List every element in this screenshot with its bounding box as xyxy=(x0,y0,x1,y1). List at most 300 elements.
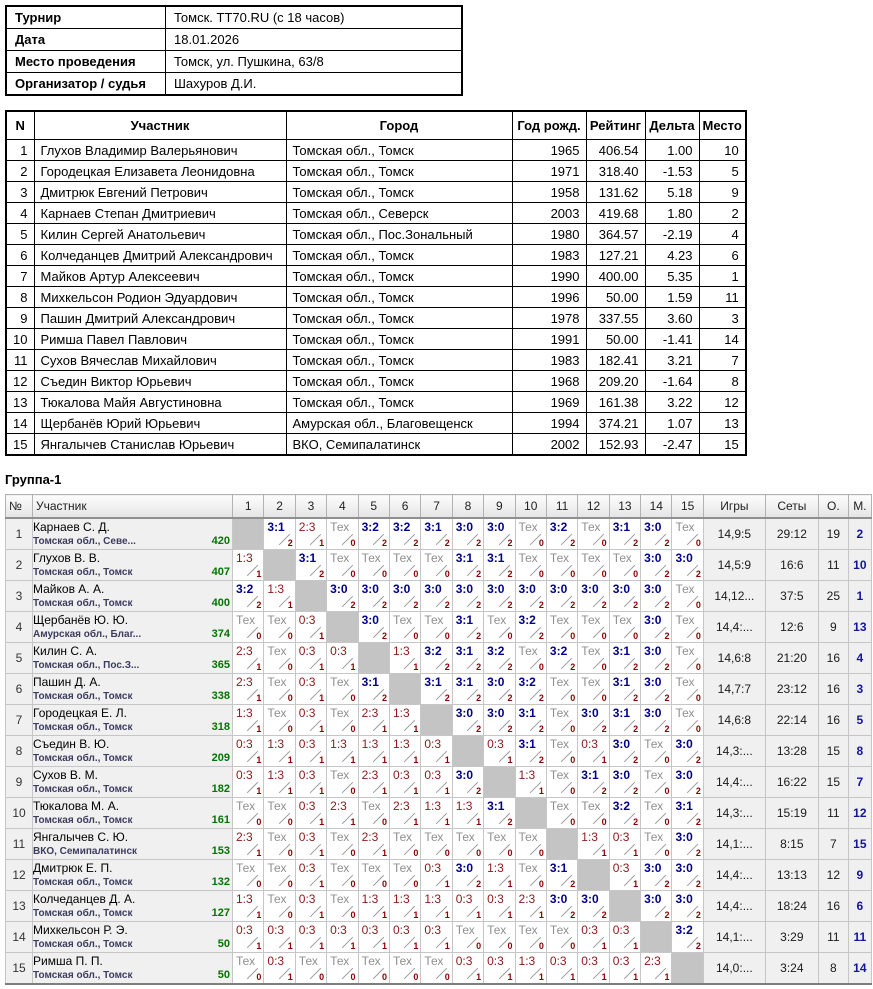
score-points: 2 xyxy=(633,786,639,796)
score-value: Тех xyxy=(644,768,664,782)
score-cell xyxy=(233,829,264,860)
group-player-cell xyxy=(33,891,233,922)
score-cell xyxy=(421,922,452,953)
score-value: Тех xyxy=(267,892,287,906)
score-value: Тех xyxy=(581,613,601,627)
score-points: 1 xyxy=(601,848,607,858)
score-points: 1 xyxy=(256,848,262,858)
group-player-name: Римша П. П. xyxy=(33,954,103,968)
group-sets: 21:20 xyxy=(765,643,818,674)
participant-rating: 400.00 xyxy=(586,266,645,287)
group-player-name: Съедин В. Ю. xyxy=(33,737,110,751)
score-value: 3:0 xyxy=(487,520,505,534)
participant-number: 11 xyxy=(6,350,34,371)
score-cell xyxy=(484,581,515,612)
participant-delta: 3.60 xyxy=(645,308,699,329)
score-points: 2 xyxy=(476,600,482,610)
group-player-meta xyxy=(33,659,232,672)
score-value: 3:2 xyxy=(549,520,568,534)
score-cell xyxy=(452,767,483,798)
group-player-meta xyxy=(33,907,232,920)
group-points: 16 xyxy=(818,643,848,674)
score-points: 1 xyxy=(601,755,607,765)
score-cell xyxy=(609,860,640,891)
score-cell xyxy=(327,798,358,829)
score-value: Тех xyxy=(267,613,287,627)
score-cell xyxy=(264,953,295,985)
group-games: 14,4:... xyxy=(703,612,765,643)
group-header-opponent-10: 10 xyxy=(515,495,546,519)
score-value: 3:1 xyxy=(455,551,474,565)
score-cell xyxy=(452,550,483,581)
score-value: 3:2 xyxy=(392,520,411,534)
score-points: 0 xyxy=(538,569,544,579)
score-value: 3:0 xyxy=(455,582,474,596)
group-points: 16 xyxy=(818,705,848,736)
info-row xyxy=(6,6,462,29)
score-cell xyxy=(609,922,640,953)
group-player-rating: 365 xyxy=(211,659,230,671)
score-cell xyxy=(389,953,420,985)
score-points: 2 xyxy=(476,879,482,889)
group-player-region: ВКО, Семипалатинск xyxy=(33,846,138,857)
participant-delta: 1.00 xyxy=(645,140,699,161)
score-points: 2 xyxy=(664,538,670,548)
group-row xyxy=(6,518,872,550)
group-header-opponent-11: 11 xyxy=(546,495,577,519)
group-player-meta xyxy=(33,938,232,951)
score-cell xyxy=(358,829,389,860)
score-points: 1 xyxy=(444,910,450,920)
score-points: 1 xyxy=(319,817,325,827)
score-cell xyxy=(452,798,483,829)
score-value: Тех xyxy=(581,799,601,813)
score-points: 1 xyxy=(381,941,387,951)
score-value: 3:0 xyxy=(455,706,474,720)
score-cell xyxy=(672,550,703,581)
score-value: Тех xyxy=(267,675,287,689)
score-cell xyxy=(358,705,389,736)
group-header-opponent-12: 12 xyxy=(578,495,609,519)
score-points: 2 xyxy=(695,879,701,889)
score-points: 2 xyxy=(601,600,607,610)
score-cell xyxy=(389,829,420,860)
participant-place: 6 xyxy=(699,245,746,266)
participants-column-header: Дельта xyxy=(645,111,699,140)
score-cell xyxy=(452,829,483,860)
group-player-name: Янгалычев С. Ю. xyxy=(33,830,129,844)
score-points: 2 xyxy=(507,724,513,734)
participant-number: 10 xyxy=(6,329,34,350)
score-points: 2 xyxy=(413,600,419,610)
score-points: 0 xyxy=(570,755,576,765)
score-points: 2 xyxy=(381,693,387,703)
score-cell xyxy=(421,674,452,705)
score-cell xyxy=(327,643,358,674)
group-player-meta xyxy=(33,845,232,858)
score-value: 3:1 xyxy=(424,520,442,534)
group-header-opponent-15: 15 xyxy=(672,495,703,519)
score-value: 3:1 xyxy=(549,861,568,875)
score-cell xyxy=(233,612,264,643)
group-player-number: 1 xyxy=(6,518,33,550)
score-cell xyxy=(452,922,483,953)
score-value: Тех xyxy=(549,551,569,565)
score-points: 2 xyxy=(695,817,701,827)
score-points: 2 xyxy=(695,941,701,951)
group-row xyxy=(6,953,872,985)
score-value: 1:3 xyxy=(392,644,410,658)
group-games: 14,6:8 xyxy=(703,643,765,674)
participant-city: Томская обл., Томск xyxy=(286,350,512,371)
participant-city: Амурская обл., Благовещенск xyxy=(286,413,512,434)
score-cell xyxy=(327,953,358,985)
score-cell xyxy=(484,798,515,829)
score-cell xyxy=(264,767,295,798)
group-player-rating: 400 xyxy=(211,597,230,609)
participant-city: Томская обл., Томск xyxy=(286,140,512,161)
score-points: 0 xyxy=(350,848,356,858)
participant-place: 11 xyxy=(699,287,746,308)
score-cell xyxy=(578,798,609,829)
score-cell xyxy=(484,891,515,922)
score-points: 0 xyxy=(695,538,701,548)
score-points: 2 xyxy=(538,755,544,765)
score-value: 1:3 xyxy=(392,737,410,751)
participant-birthyear: 1996 xyxy=(512,287,586,308)
score-points: 1 xyxy=(350,755,356,765)
score-value: 0:3 xyxy=(298,923,316,937)
score-value: 1:3 xyxy=(361,892,379,906)
info-row xyxy=(6,29,462,51)
score-points: 2 xyxy=(664,631,670,641)
score-value: Тех xyxy=(424,613,444,627)
score-points: 1 xyxy=(444,817,450,827)
score-value: 0:3 xyxy=(267,954,285,968)
group-sets: 13:28 xyxy=(765,736,818,767)
score-value: Тех xyxy=(549,768,569,782)
score-cell xyxy=(609,705,640,736)
score-points: 0 xyxy=(664,786,670,796)
score-value: Тех xyxy=(675,644,695,658)
score-cell xyxy=(389,705,420,736)
group-place: 3 xyxy=(848,674,871,705)
score-cell xyxy=(452,612,483,643)
score-points: 0 xyxy=(350,879,356,889)
score-cell xyxy=(578,953,609,985)
score-cell xyxy=(484,674,515,705)
participants-column-header: Рейтинг xyxy=(586,111,645,140)
self-cell xyxy=(641,922,672,953)
group-player-name: Килин С. А. xyxy=(33,644,98,658)
score-points: 2 xyxy=(695,569,701,579)
score-cell xyxy=(515,643,546,674)
group-player-cell xyxy=(33,705,233,736)
score-cell xyxy=(264,612,295,643)
score-points: 1 xyxy=(601,972,607,982)
participant-city: Томская обл., Томск xyxy=(286,392,512,413)
score-cell xyxy=(295,767,326,798)
score-value: 3:0 xyxy=(424,582,442,596)
score-points: 2 xyxy=(476,631,482,641)
score-points: 1 xyxy=(256,910,262,920)
score-cell xyxy=(295,674,326,705)
group-player-rating: 50 xyxy=(217,938,230,950)
group-header-opponent-5: 5 xyxy=(358,495,389,519)
score-value: Тех xyxy=(392,830,413,844)
group-player-meta xyxy=(33,597,232,610)
group-player-region: Томская обл., Пос.З... xyxy=(33,660,140,671)
participant-row xyxy=(6,371,746,392)
group-title: Группа-1 xyxy=(5,472,62,487)
group-points: 19 xyxy=(818,518,848,550)
group-player-rating: 127 xyxy=(211,907,230,919)
participants-column-header: Участник xyxy=(34,111,286,140)
score-value: Тех xyxy=(361,799,381,813)
score-cell xyxy=(484,860,515,891)
participant-place: 3 xyxy=(699,308,746,329)
group-player-region: Томская обл., Севе... xyxy=(33,536,136,547)
score-cell xyxy=(578,581,609,612)
group-place: 7 xyxy=(848,767,871,798)
score-value: Тех xyxy=(392,954,413,968)
score-points: 2 xyxy=(664,693,670,703)
score-points: 2 xyxy=(633,600,639,610)
score-cell xyxy=(641,891,672,922)
score-value: 2:3 xyxy=(361,768,379,782)
score-value: 3:1 xyxy=(298,551,317,565)
group-player-number: 14 xyxy=(6,922,33,953)
score-value: Тех xyxy=(392,613,413,627)
group-player-meta xyxy=(33,876,232,889)
group-body xyxy=(6,518,872,984)
score-points: 1 xyxy=(319,879,325,889)
info-row xyxy=(6,73,462,96)
group-player-region: Томская обл., Томск xyxy=(33,598,133,609)
score-points: 0 xyxy=(664,848,670,858)
self-cell xyxy=(546,829,577,860)
score-value: 3:1 xyxy=(424,675,442,689)
score-points: 2 xyxy=(287,538,293,548)
score-value: 3:0 xyxy=(675,768,693,782)
participant-name: Городецкая Елизавета Леонидовна xyxy=(34,161,286,182)
score-value: Тех xyxy=(487,613,507,627)
group-points: 12 xyxy=(818,860,848,891)
score-cell xyxy=(358,891,389,922)
score-points: 0 xyxy=(570,941,576,951)
score-value: Тех xyxy=(330,706,350,720)
score-cell xyxy=(578,550,609,581)
score-cell xyxy=(609,829,640,860)
score-value: 1:3 xyxy=(330,737,347,751)
participant-birthyear: 1971 xyxy=(512,161,586,182)
group-sets: 3:29 xyxy=(765,922,818,953)
score-points: 0 xyxy=(476,848,482,858)
score-cell xyxy=(515,581,546,612)
score-cell xyxy=(421,829,452,860)
score-cell xyxy=(609,736,640,767)
group-points: 15 xyxy=(818,736,848,767)
score-value: 3:1 xyxy=(455,675,474,689)
score-points: 1 xyxy=(413,755,419,765)
score-cell xyxy=(515,736,546,767)
participant-name: Сухов Вячеслав Михайлович xyxy=(34,350,286,371)
group-place: 15 xyxy=(848,829,871,860)
score-value: Тех xyxy=(330,892,350,906)
group-games: 14,12... xyxy=(703,581,765,612)
group-player-region: Томская обл., Томск xyxy=(33,815,133,826)
participant-number: 9 xyxy=(6,308,34,329)
self-cell xyxy=(421,705,452,736)
participant-place: 12 xyxy=(699,392,746,413)
score-value: 3:0 xyxy=(675,830,693,844)
group-games: 14,3:... xyxy=(703,736,765,767)
score-value: 0:3 xyxy=(236,737,253,751)
group-points: 16 xyxy=(818,891,848,922)
group-player-rating: 161 xyxy=(211,814,230,826)
score-value: 0:3 xyxy=(298,706,316,720)
participant-delta: -1.53 xyxy=(645,161,699,182)
score-points: 2 xyxy=(476,538,482,548)
score-value: 0:3 xyxy=(298,768,316,782)
participants-column-header: N xyxy=(6,111,34,140)
group-row xyxy=(6,767,872,798)
score-cell xyxy=(641,581,672,612)
group-sets: 29:12 xyxy=(765,518,818,550)
score-value: Тех xyxy=(612,551,632,565)
score-points: 2 xyxy=(538,631,544,641)
score-value: 3:2 xyxy=(518,675,536,689)
score-points: 2 xyxy=(476,662,482,672)
score-value: 1:3 xyxy=(236,551,253,565)
score-cell xyxy=(295,643,326,674)
score-value: 0:3 xyxy=(581,737,598,751)
score-cell xyxy=(295,891,326,922)
score-points: 0 xyxy=(350,724,356,734)
score-cell xyxy=(484,612,515,643)
group-player-cell xyxy=(33,736,233,767)
score-cell xyxy=(358,922,389,953)
participant-number: 13 xyxy=(6,392,34,413)
score-points: 1 xyxy=(570,972,576,982)
score-cell xyxy=(233,550,264,581)
score-value: Тех xyxy=(455,830,475,844)
group-points: 15 xyxy=(818,767,848,798)
score-points: 1 xyxy=(287,755,293,765)
score-value: Тех xyxy=(581,551,601,565)
score-value: 1:3 xyxy=(267,582,285,596)
score-points: 1 xyxy=(507,972,513,982)
score-points: 1 xyxy=(476,910,482,920)
group-player-number: 6 xyxy=(6,674,33,705)
score-value: 3:1 xyxy=(518,706,536,720)
score-points: 1 xyxy=(538,786,544,796)
score-value: 0:3 xyxy=(298,861,316,875)
score-points: 1 xyxy=(633,941,639,951)
participant-place: 13 xyxy=(699,413,746,434)
participant-name: Майков Артур Алексеевич xyxy=(34,266,286,287)
score-points: 2 xyxy=(381,538,387,548)
score-points: 0 xyxy=(350,786,356,796)
score-value: Тех xyxy=(330,551,350,565)
participant-city: Томская обл., Пос.Зональный xyxy=(286,224,512,245)
score-points: 2 xyxy=(444,600,450,610)
participant-place: 15 xyxy=(699,434,746,456)
score-cell xyxy=(515,518,546,550)
group-player-meta xyxy=(33,752,232,765)
score-points: 1 xyxy=(256,724,262,734)
score-points: 0 xyxy=(381,817,387,827)
score-points: 0 xyxy=(413,879,419,889)
score-points: 0 xyxy=(570,724,576,734)
participant-row xyxy=(6,203,746,224)
group-points: 11 xyxy=(818,922,848,953)
group-player-number: 9 xyxy=(6,767,33,798)
group-place: 1 xyxy=(848,581,871,612)
group-player-rating: 318 xyxy=(211,721,230,733)
score-cell xyxy=(233,581,264,612)
participant-number: 5 xyxy=(6,224,34,245)
score-cell xyxy=(609,674,640,705)
self-cell xyxy=(327,612,358,643)
group-player-region: Томская обл., Томск xyxy=(33,784,133,795)
group-place: 10 xyxy=(848,550,871,581)
score-points: 1 xyxy=(256,786,262,796)
score-cell xyxy=(327,581,358,612)
self-cell xyxy=(264,550,295,581)
info-label: Место проведения xyxy=(6,51,166,73)
group-player-region: Томская обл., Томск xyxy=(33,691,133,702)
score-value: 2:3 xyxy=(298,520,316,534)
score-cell xyxy=(358,953,389,985)
group-sets: 37:5 xyxy=(765,581,818,612)
score-points: 1 xyxy=(413,786,419,796)
score-points: 1 xyxy=(444,786,450,796)
self-cell xyxy=(233,518,264,550)
score-cell xyxy=(484,643,515,674)
score-cell xyxy=(389,550,420,581)
group-player-name: Майков А. А. xyxy=(33,582,105,596)
score-value: 3:1 xyxy=(267,520,285,534)
score-points: 1 xyxy=(601,941,607,951)
score-points: 0 xyxy=(256,972,262,982)
participant-number: 3 xyxy=(6,182,34,203)
score-cell xyxy=(264,922,295,953)
score-value: 3:1 xyxy=(487,799,505,813)
score-value: Тех xyxy=(236,954,256,968)
score-value: 2:3 xyxy=(330,799,347,813)
group-player-cell xyxy=(33,953,233,985)
participant-delta: 1.80 xyxy=(645,203,699,224)
participant-row xyxy=(6,140,746,161)
group-row xyxy=(6,736,872,767)
group-header-participant: Участник xyxy=(33,495,233,519)
participant-name: Съедин Виктор Юрьевич xyxy=(34,371,286,392)
score-cell xyxy=(672,798,703,829)
score-points: 0 xyxy=(350,569,356,579)
score-value: 0:3 xyxy=(298,644,316,658)
score-value: Тех xyxy=(675,520,695,534)
score-value: 3:1 xyxy=(487,551,505,565)
score-cell xyxy=(641,736,672,767)
score-points: 2 xyxy=(444,693,450,703)
score-cell xyxy=(233,705,264,736)
group-row xyxy=(6,798,872,829)
group-player-cell xyxy=(33,550,233,581)
score-points: 1 xyxy=(633,879,639,889)
score-value: Тех xyxy=(236,613,256,627)
group-player-region: Томская обл., Томск xyxy=(33,567,133,578)
